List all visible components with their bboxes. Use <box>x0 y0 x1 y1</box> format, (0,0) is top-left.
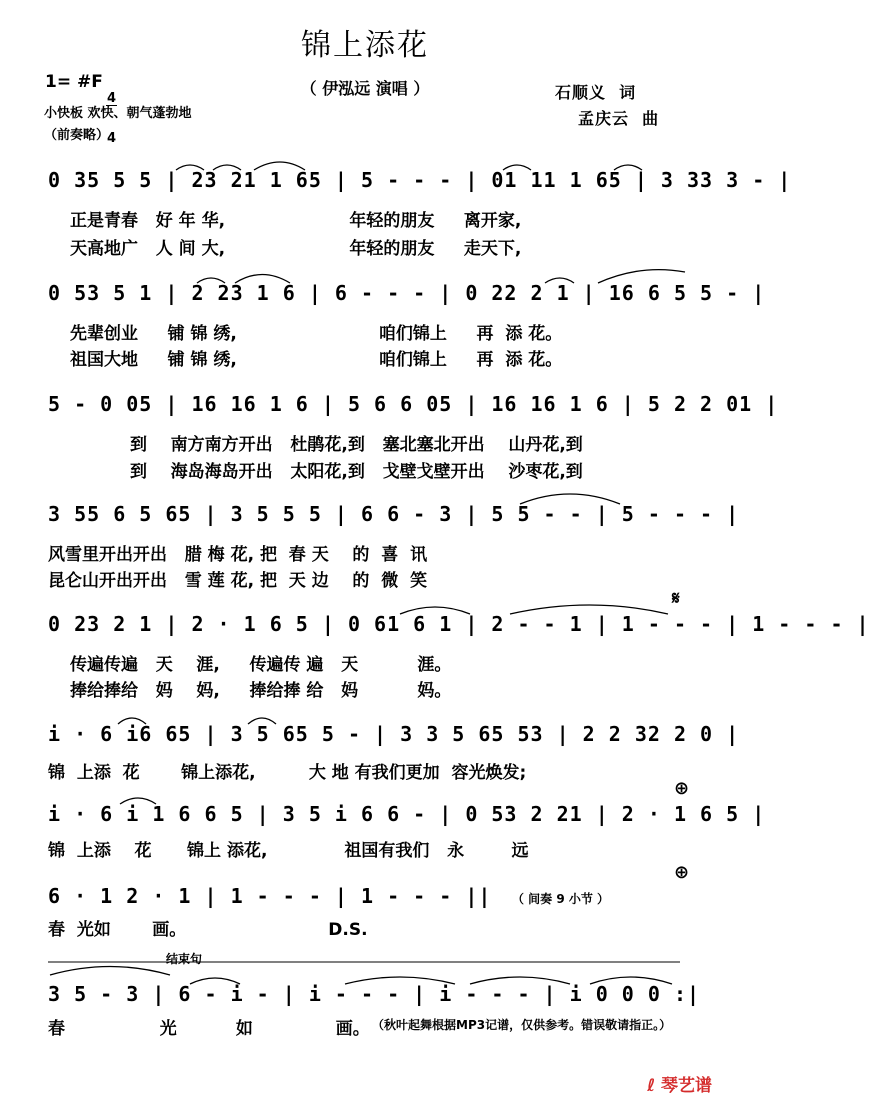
transcription-footnote: （秋叶起舞根据MP3记谱，仅供参考。错误敬请指正。） <box>372 1018 672 1032</box>
lyric-line-8: 春 光如 画。 D.S. <box>48 920 368 940</box>
notation-line-1: 0 35 5 5 | 23 21 1 65 | 5 - - - | 01 11 1 65 | 3 33 3 - | <box>48 168 792 192</box>
slur <box>400 607 470 614</box>
time-signature-top: 4 <box>107 91 117 106</box>
lyric-line-1a: 正是青春 好 年 华, 年轻的朋友 离开家, <box>70 211 522 231</box>
slur <box>190 978 240 984</box>
lyric-line-3a: 到 南方南方开出 杜鹃花,到 塞北塞北开出 山丹花,到 <box>130 435 583 455</box>
time-signature-bottom: 4 <box>107 131 117 146</box>
lyric-line-4a: 风雪里开出开出 腊 梅 花, 把 春 天 的 喜 讯 <box>48 545 428 565</box>
lyric-line-7: 锦 上添 花 锦上 添花, 祖国有我们 永 远 <box>48 841 529 861</box>
singer-credit: （ 伊泓远 演唱 ） <box>300 79 430 98</box>
slur <box>118 718 146 724</box>
lyric-line-6: 锦 上添 花 锦上添花, 大 地 有我们更加 容光焕发; <box>48 763 527 783</box>
lyric-line-2a: 先辈创业 铺 锦 绣, 咱们锦上 再 添 花。 <box>70 324 563 344</box>
slur <box>254 162 305 170</box>
slur <box>520 494 620 504</box>
notation-line-7: i · 6 i 1 6 6 5 | 3 5 i 6 6 - | 0 53 2 21 | 2 · 1 6 5 | <box>48 802 766 826</box>
ending-label: 结束句 <box>166 952 203 966</box>
interlude-note: （ 间奏 9 小节 ） <box>512 892 610 906</box>
notation-line-5: 0 23 2 1 | 2 · 1 6 5 | 0 61 6 1 | 2 - - 1 | 1 - - - | 1 - - - | <box>48 612 870 636</box>
key-signature: 1= #F <box>45 72 103 92</box>
slur <box>213 165 241 170</box>
notation-line-2: 0 53 5 1 | 2 23 1 6 | 6 - - - | 0 22 2 1 | 16 6 5 5 - | <box>48 281 766 305</box>
segno-sign: 𝄋 <box>672 588 680 609</box>
slur <box>470 977 570 984</box>
slur <box>503 165 531 170</box>
slur <box>120 798 156 804</box>
lyric-line-1b: 天高地广 人 间 大, 年轻的朋友 走天下, <box>70 239 522 259</box>
coda-sign-1: ⊕ <box>674 778 690 799</box>
coda-sign-2: ⊕ <box>674 862 690 883</box>
slur <box>248 718 276 724</box>
slur <box>197 278 225 283</box>
notation-line-8: 6 · 1 2 · 1 | 1 - - - | 1 - - - || <box>48 884 492 908</box>
lyric-line-4b: 昆仑山开出开出 雪 莲 花, 把 天 边 的 微 笑 <box>48 571 428 591</box>
slur <box>235 275 290 284</box>
notation-line-6: i · 6 i6 65 | 3 5 65 5 - | 3 3 5 65 53 | 2 2 32 2 0 | <box>48 722 740 746</box>
intro-note: （前奏略） <box>44 128 110 143</box>
slur <box>614 165 642 170</box>
slur <box>598 270 685 283</box>
lyric-line-2b: 祖国大地 铺 锦 绣, 咱们锦上 再 添 花。 <box>70 350 563 370</box>
lyric-line-5a: 传遍传遍 天 涯, 传遍传 遍 天 涯。 <box>70 655 452 675</box>
lyric-line-5b: 捧给捧给 妈 妈, 捧给捧 给 妈 妈。 <box>70 681 452 701</box>
notation-line-3: 5 - 0 05 | 16 16 1 6 | 5 6 6 05 | 16 16 1 6 | 5 2 2 01 | <box>48 392 779 416</box>
lyric-line-3b: 到 海岛海岛开出 太阳花,到 戈壁戈壁开出 沙枣花,到 <box>130 462 583 482</box>
slur <box>510 605 668 614</box>
composer-credit: 孟庆云 曲 <box>578 109 660 128</box>
slur <box>50 967 170 976</box>
slur <box>176 165 204 170</box>
slur <box>590 977 672 984</box>
slur <box>345 977 455 984</box>
lyricist-credit: 石顺义 词 <box>555 83 637 102</box>
tempo-marking: 小快板 欢快、朝气蓬勃地 <box>44 106 192 121</box>
notation-line-4: 3 55 6 5 65 | 3 5 5 5 | 6 6 - 3 | 5 5 - - | 5 - - - | <box>48 502 740 526</box>
lyric-line-9: 春 光 如 画。 <box>48 1019 370 1039</box>
notation-line-9: 3 5 - 3 | 6 - i - | i - - - | i - - - | i 0 0 0 :| <box>48 982 701 1006</box>
watermark-logo-icon: ℓ <box>647 1076 661 1096</box>
slur <box>545 278 574 283</box>
watermark-text: 琴艺谱 <box>661 1076 712 1096</box>
song-title: 锦上添花 <box>301 28 429 63</box>
